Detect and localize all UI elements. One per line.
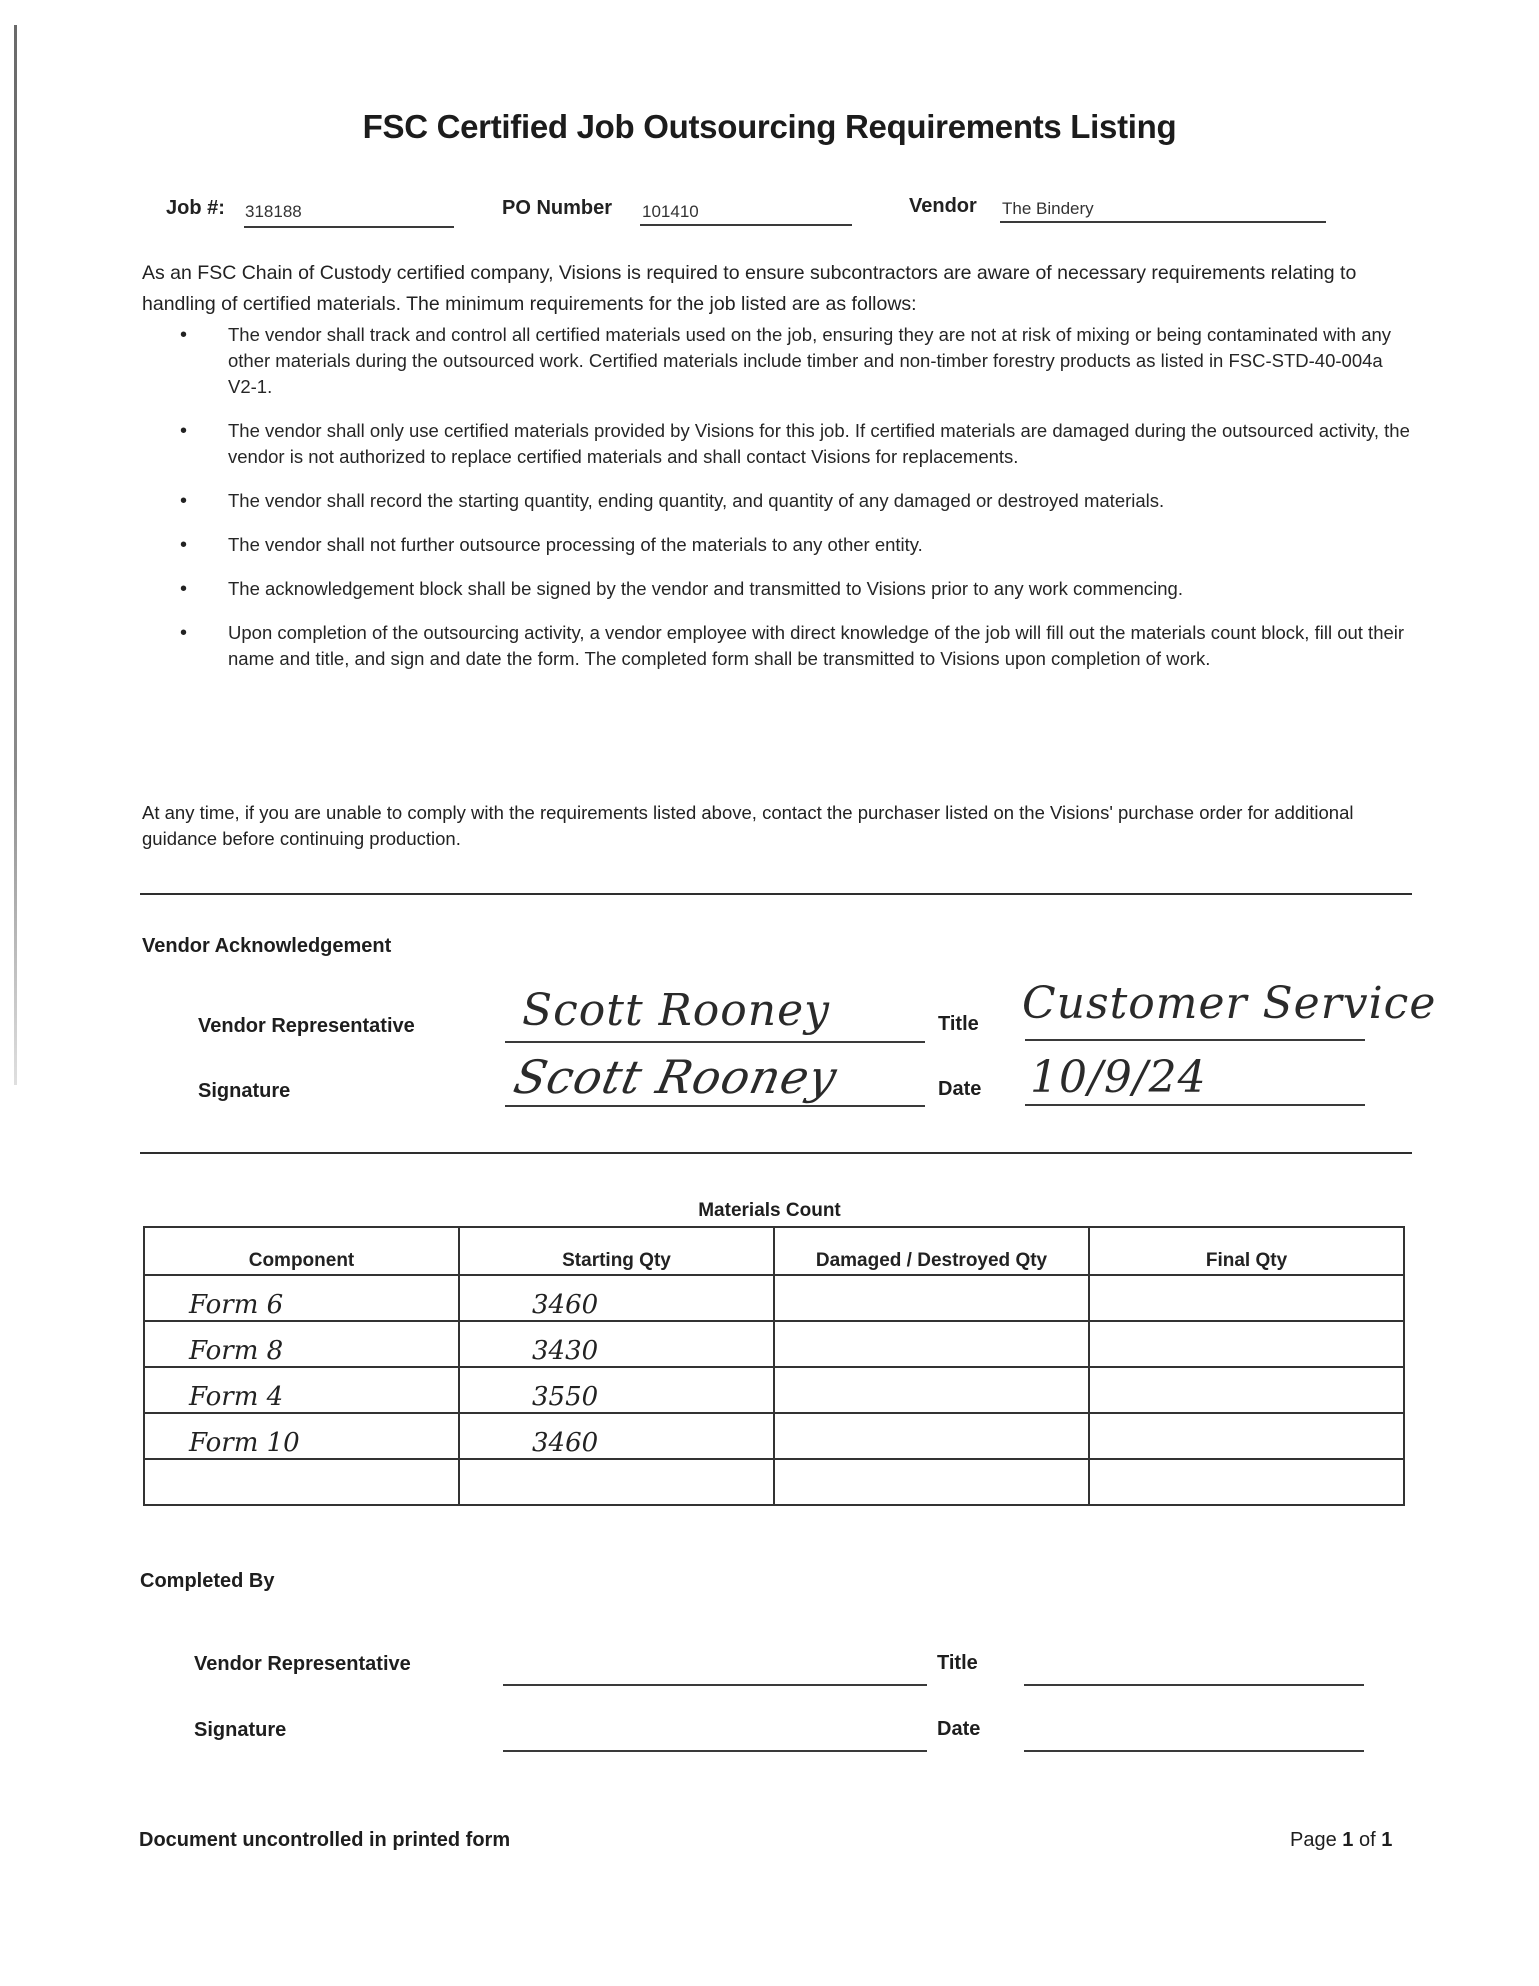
cell-damaged-qty[interactable] [774, 1413, 1089, 1459]
materials-count-heading: Materials Count [698, 1200, 841, 1221]
materials-count-table [143, 1226, 1405, 1506]
page-prefix: Page [1290, 1829, 1337, 1851]
cell-component[interactable]: Form 6 [144, 1275, 459, 1321]
completion-date-label: Date [937, 1718, 981, 1740]
table-row [144, 1413, 1404, 1459]
completion-rep-label: Vendor Representative [194, 1653, 411, 1675]
cell-starting-qty[interactable]: 3430 [459, 1321, 774, 1367]
document-title: FSC Certified Job Outsourcing Requirements Listing [362, 108, 1177, 145]
requirement-item: • The vendor shall not further outsource processing of the materials to any other entity. [180, 532, 1410, 558]
po-number-value[interactable]: 101410 [642, 202, 699, 221]
completion-title-label: Title [937, 1652, 978, 1674]
cell-damaged-qty[interactable] [774, 1367, 1089, 1413]
vendor-value[interactable]: The Bindery [1002, 199, 1094, 218]
cell-final-qty[interactable] [1089, 1413, 1404, 1459]
cell-final-qty[interactable] [1089, 1321, 1404, 1367]
cell-final-qty[interactable] [1089, 1275, 1404, 1321]
ack-date-value[interactable]: 10/9/24 [1030, 1052, 1207, 1103]
intro-paragraph: As an FSC Chain of Custody certified company, Visions is required to ensure subcontractors are aware of necessary requirements relating to handling of certified materials. The minimum requirements for the job listed are as follows: [142, 262, 1357, 315]
cell-starting-qty[interactable]: 3460 [459, 1275, 774, 1321]
cell-component[interactable]: Form 8 [144, 1321, 459, 1367]
cell-damaged-qty[interactable] [774, 1275, 1089, 1321]
cell-component[interactable]: Form 10 [144, 1413, 459, 1459]
page-indicator [1290, 1829, 1392, 1852]
table-row [144, 1321, 1404, 1367]
ack-rep-line [505, 1041, 925, 1043]
page-of: of [1358, 1829, 1376, 1851]
requirement-item: • The vendor shall only use certified materials provided by Visions for this job. If certified materials are damaged during the outsourced activity, the vendor is not authorized to replace certified materials and shall contact Visions for replacements. [180, 418, 1410, 470]
page-total: 1 [1381, 1829, 1393, 1851]
job-number-value[interactable]: 318188 [245, 202, 302, 221]
column-header-damaged-qty: Damaged / Destroyed Qty [774, 1227, 1089, 1275]
cell-final-qty[interactable] [1089, 1459, 1404, 1505]
footer-notice [139, 1829, 510, 1852]
cell-component[interactable]: Form 4 [144, 1367, 459, 1413]
completion-date-line [1024, 1750, 1364, 1752]
ack-title-line [1025, 1039, 1365, 1041]
requirement-item: • The vendor shall track and control all certified materials used on the job, ensuring they are not at risk of mixing or being contaminated with any other materials during the outsourced work. Certified materials include timber and non-timber forestry products as listed in FSC-STD-40-004a V2-1. [180, 322, 1410, 400]
ack-rep-value[interactable]: Scott Rooney [522, 985, 830, 1036]
cell-starting-qty[interactable]: 3550 [459, 1367, 774, 1413]
column-header-starting-qty: Starting Qty [459, 1227, 774, 1275]
table-row [144, 1275, 1404, 1321]
footer-notice-text: Document uncontrolled in printed form [139, 1829, 511, 1851]
acknowledgement-heading: Vendor Acknowledgement [142, 935, 392, 957]
completed-by-heading: Completed By [140, 1570, 275, 1592]
section-divider [140, 1152, 1412, 1154]
po-number-underline [640, 224, 852, 226]
po-number-label: PO Number [502, 197, 613, 219]
column-header-final-qty: Final Qty [1089, 1227, 1404, 1275]
table-row [144, 1459, 1404, 1505]
requirement-item: • Upon completion of the outsourcing activity, a vendor employee with direct knowledge of the job will fill out the materials count block, fill out their name and title, and sign and date the form. The completed form shall be transmitted to Visions upon completion of work. [180, 620, 1410, 672]
vendor-label: Vendor [909, 195, 977, 217]
job-number-label: Job #: [166, 197, 225, 219]
table-row [144, 1367, 1404, 1413]
vendor-underline [1000, 221, 1326, 223]
completion-rep-line [503, 1684, 927, 1686]
ack-title-value[interactable]: Customer Service [1022, 978, 1437, 1029]
requirement-item: • The acknowledgement block shall be signed by the vendor and transmitted to Visions prior to any work commencing. [180, 576, 1410, 602]
column-header-component: Component [144, 1227, 459, 1275]
job-number-underline [244, 226, 454, 228]
ack-title-label: Title [938, 1013, 979, 1035]
closing-paragraph: At any time, if you are unable to comply with the requirements listed above, contact the purchaser listed on the Visions' purchase order for additional guidance before continuing production. [142, 802, 1354, 849]
completion-title-line [1024, 1684, 1364, 1686]
cell-starting-qty[interactable] [459, 1459, 774, 1505]
requirement-item: • The vendor shall record the starting quantity, ending quantity, and quantity of any damaged or destroyed materials. [180, 488, 1410, 514]
ack-date-line [1025, 1104, 1365, 1106]
completion-signature-label: Signature [194, 1719, 287, 1741]
scan-edge-line [14, 25, 17, 1085]
page-current: 1 [1342, 1829, 1354, 1851]
requirements-list [180, 322, 1410, 690]
completion-signature-line [503, 1750, 927, 1752]
cell-damaged-qty[interactable] [774, 1321, 1089, 1367]
table-header-row [144, 1227, 1404, 1275]
cell-final-qty[interactable] [1089, 1367, 1404, 1413]
section-divider [140, 893, 1412, 895]
cell-starting-qty[interactable]: 3460 [459, 1413, 774, 1459]
ack-date-label: Date [938, 1078, 982, 1100]
ack-rep-label: Vendor Representative [198, 1015, 415, 1037]
ack-signature-label: Signature [198, 1080, 291, 1102]
cell-damaged-qty[interactable] [774, 1459, 1089, 1505]
cell-component[interactable] [144, 1459, 459, 1505]
ack-signature-line [505, 1105, 925, 1107]
ack-signature-value[interactable]: Scott Rooney [509, 1050, 843, 1104]
